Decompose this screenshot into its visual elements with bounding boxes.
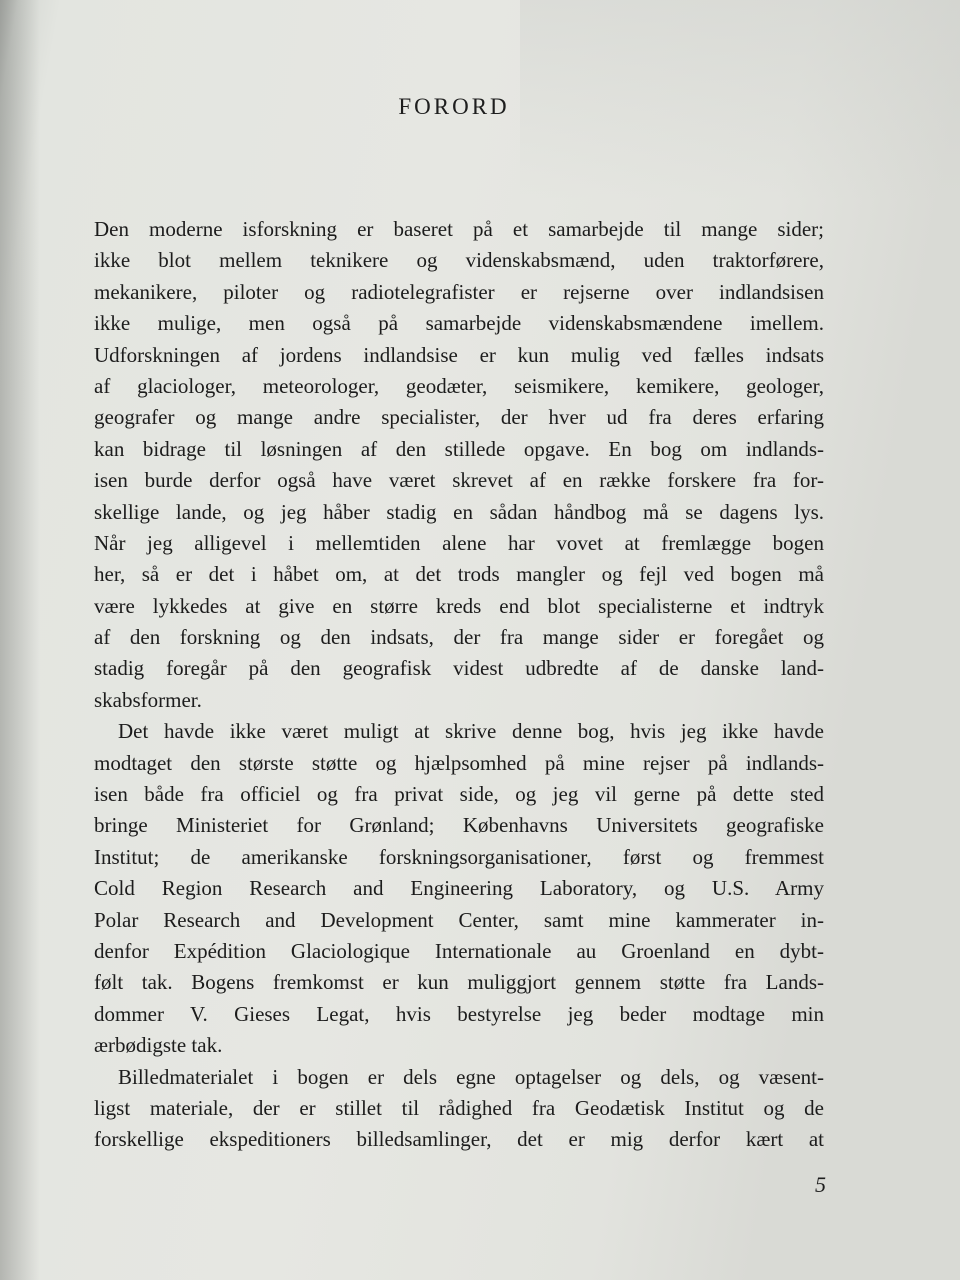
text-line: af glaciologer, meteorologer, geodæter, seismikere, kemikere, geologer, [94,373,824,398]
text-line: bringe Ministeriet for Grønland; Københavns Universitets geografiske [94,813,824,838]
text-line: følt tak. Bogens fremkomst er kun muliggjort gennem støtte fra Lands- [94,970,824,995]
text-line: denfor Expédition Glaciologique Internationale au Groenland en dybt- [94,938,824,963]
paragraph-2 [94,716,824,1061]
text-line: skabsformer. [94,687,202,712]
text-line: her, så er det i håbet om, at det trods mangler og fejl ved bogen må [94,562,824,587]
text-line: mekanikere, piloter og radiotelegrafister er rejserne over indlandsisen [94,279,824,304]
text-line: modtaget den største støtte og hjælpsomhed på mine rejser på indlands- [94,750,824,775]
paragraph-3 [94,1062,824,1156]
body-text [94,214,824,1156]
text-line: ikke blot mellem teknikere og videnskabsmænd, uden traktorførere, [94,248,824,273]
text-line: stadig foregår på den geografisk videst udbredte af de danske land- [94,656,824,681]
text-line: Cold Region Research and Engineering Laboratory, og U.S. Army [94,876,824,901]
text-line: dommer V. Gieses Legat, hvis bestyrelse jeg beder modtage min [94,1001,824,1026]
page-gutter-shadow [0,0,40,1280]
text-line: af den forskning og den indsats, der fra mange sider er foregået og [94,625,824,650]
text-line: Udforskningen af jordens indlandsise er kun mulig ved fælles indsats [94,342,824,367]
text-line: forskellige ekspeditioners billedsamlinger, det er mig derfor kært at [94,1127,824,1152]
text-line: være lykkedes at give en større kreds end blot specialisterne et indtryk [94,593,824,618]
text-line: Det havde ikke været muligt at skrive denne bog, hvis jeg ikke havde [118,719,824,744]
text-line: Billedmaterialet i bogen er dels egne optagelser og dels, og væsent- [118,1064,824,1089]
text-line: Institut; de amerikanske forskningsorganisationer, først og fremmest [94,844,824,869]
text-line: Polar Research and Development Center, samt mine kammerater in- [94,907,824,932]
text-line: ærbødigste tak. [94,1033,223,1058]
text-line: isen burde derfor også have været skrevet af en række forskere fra for- [94,468,824,493]
text-line: geografer og mange andre specialister, der hver ud fra deres erfaring [94,405,824,430]
text-line: kan bidrage til løsningen af den stillede opgave. En bog om indlands- [94,436,824,461]
text-line: Den moderne isforskning er baseret på et samarbejde til mange sider; [94,217,824,241]
page-title: FORORD [398,94,510,119]
text-line: Når jeg alligevel i mellemtiden alene har vovet at fremlægge bogen [94,530,824,555]
page-number: 5 [815,1172,826,1197]
text-line: isen både fra officiel og fra privat side, og jeg vil gerne på dette sted [94,782,824,807]
text-line: skellige lande, og jeg håber stadig en sådan håndbog må se dagens lys. [94,499,824,524]
text-line: ligst materiale, der er stillet til rådighed fra Geodætisk Institut og de [94,1095,824,1120]
text-line: ikke mulige, men også på samarbejde videnskabsmændene imellem. [94,311,824,336]
paragraph-1 [94,214,824,716]
